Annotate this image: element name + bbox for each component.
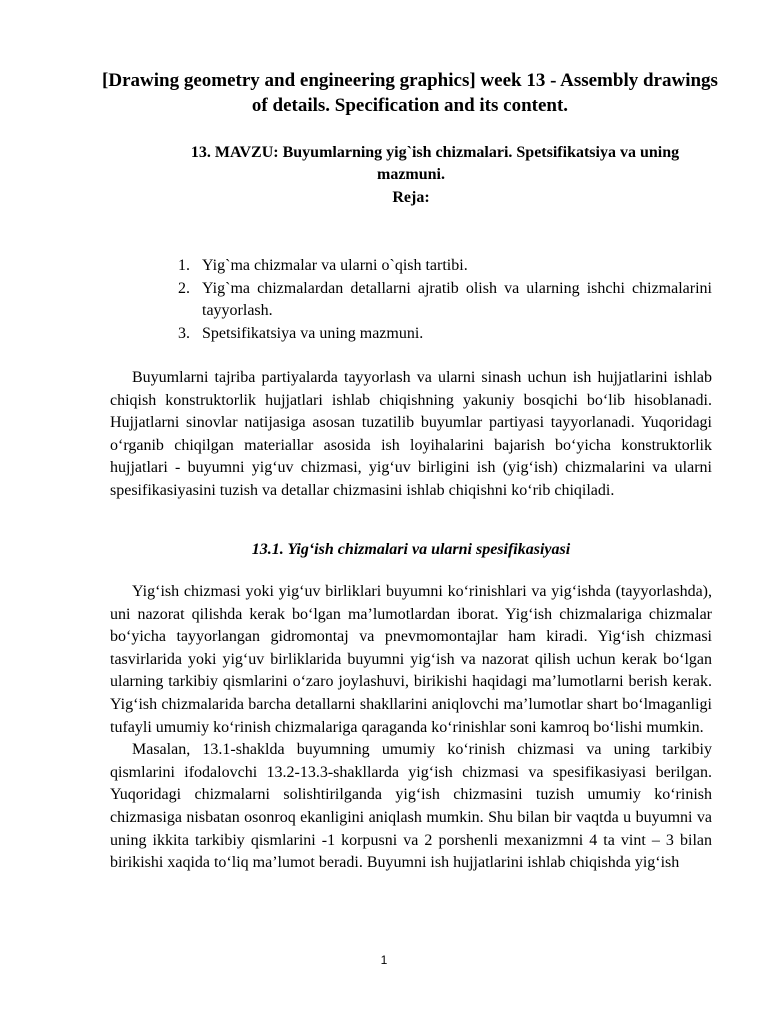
section-paragraph: Masalan, 13.1-shaklda buyumning umumiy ko‘rinish chizmasi va uning tarkibiy qismlarini ifodalovchi 13.2-13.3-shakllarda yig‘ish chizmasi va spesifikasiyasi berilgan. Yuqoridagi chizmalarni solishtirilganda yig‘ish chizmasini tuzish umumiy ko‘rinish chizmasiga nisbatan osonroq ekanligini aniqlash mumkin. Shu bilan bir vaqtda u buyumni va uning ikkita tarkibiy qismlarini -1 korpusni va 2 porshenli mexanizmni 4 ta vint – 3 bilan birikishi xaqida to‘liq ma’lumot beradi. Buyumni ish hujjatlarini ishlab chiqishda yig‘ish [110, 741, 712, 872]
plan-heading: Reja: [392, 189, 430, 206]
plan-item-text: Yig`ma chizmalardan detallarni ajratib olish va ularning ishchi chizmalarini tayyorlash. [202, 279, 712, 319]
section-paragraph: Yig‘ish chizmasi yoki yig‘uv birliklari buyumni ko‘rinishlari va yig‘ishda (tayyorlashda), uni nazorat qilishda kerak bo‘lgan ma’lumotlardan iborat. Yig‘ish chizmalariga chizmalar bo‘yicha tayyorlangan gidromontaj va pnevmomontajlar ham kiradi. Yig‘ish chizmasi tasvirlarida yoki yig‘uv birliklarida buyumni yig‘ish va nazorat qilish uchun kerak bo‘lgan ularning tarkibiy qismlarini o‘zaro joylashuvi, birikishi haqidagi ma’lumotlarni berish kerak. Yig‘ish chizmalarida barcha detallarni shakllarini aniqlovchi ma’lumotlar shart bo‘lmaganligi tufayli umumiy ko‘rinish chizmalariga qaraganda ko‘rinishlar soni kamroq bo‘lishi mumkin. [110, 583, 712, 736]
plan-item-text: Spetsifikatsiya va uning mazmuni. [202, 324, 424, 342]
topic-heading-line2: mazmuni. [377, 166, 445, 183]
section-text-block [110, 581, 712, 875]
plan-item-number: 1. [178, 257, 190, 274]
intro-text-block [110, 367, 712, 503]
topic-heading [110, 142, 712, 186]
section-heading: 13.1. Yig‘ish chizmalari va ularni spesifikasiyasi [251, 541, 571, 558]
plan-item-number: 2. [178, 279, 190, 297]
plan-list [178, 255, 712, 345]
plan-list-item [178, 255, 712, 278]
plan-item-number: 3. [178, 324, 190, 342]
document-title: [Drawing geometry and engineering graphics] week 13 - Assembly drawings of details. Specification and its content. [102, 70, 718, 116]
plan-item-text: Yig`ma chizmalar va ularni o`qish tartibi. [202, 257, 468, 274]
plan-list-item [178, 278, 712, 323]
plan-list-item [178, 323, 712, 346]
page-number: 1 [380, 953, 388, 967]
intro-paragraph: Buyumlarni tajriba partiyalarda tayyorlash va ularni sinash uchun ish hujjatlarini ishlab chiqish konstruktorlik hujjatlari ishlab chiqishning yakuniy bosqichi bo‘lib hisoblanadi. Hujjatlarni sinovlar natijasiga asosan tuzatilib buyumlar partiyasi tayyorlanadi. Yuqoridagi o‘rganib chiqilgan materiallar asosida ish loyihalarini bajarish bo‘yicha konstruktorlik hujjatlari - buyumni yig‘uv chizmasi, yig‘uv birligini ish (yig‘ish) chizmalarini va ularni spesifikasiyasini tuzish va detallar chizmasini ishlab chiqishni ko‘rib chiqiladi. [110, 369, 712, 499]
topic-heading-line1: 13. MAVZU: Buyumlarning yig`ish chizmalari. Spetsifikatsiya va uning [190, 144, 680, 161]
